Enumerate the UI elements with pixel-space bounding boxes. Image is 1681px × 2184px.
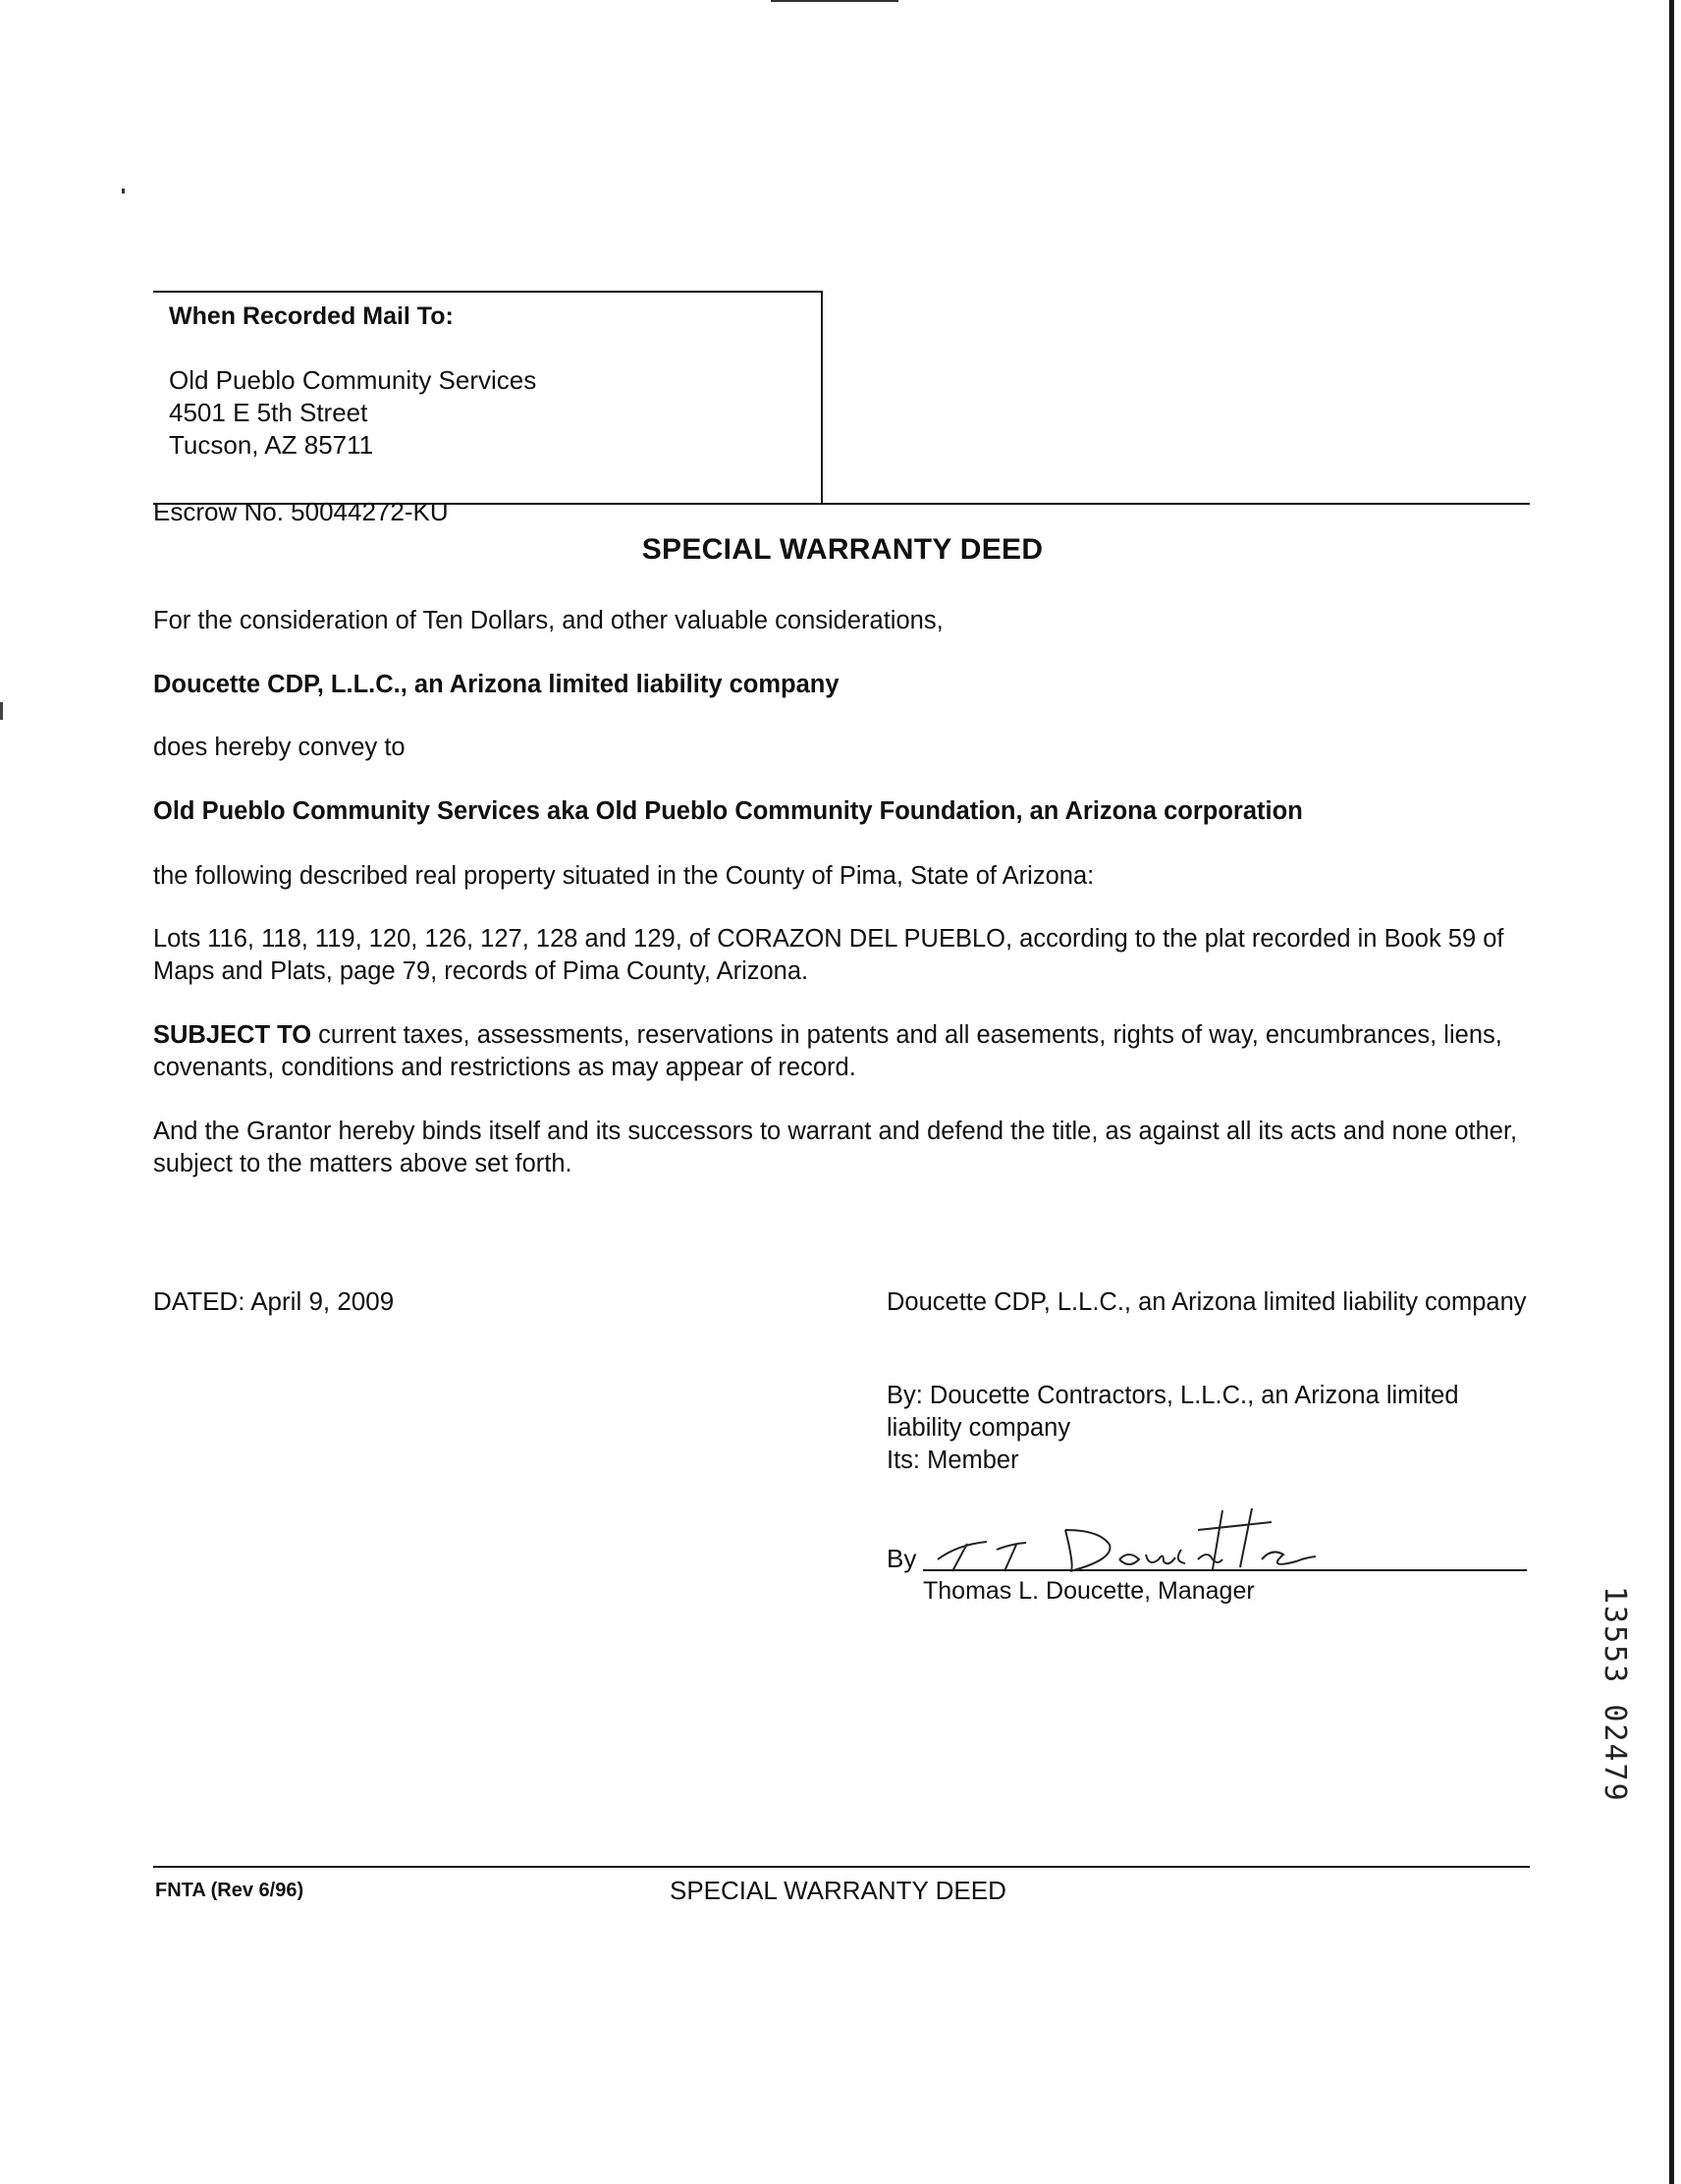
recording-street: 4501 E 5th Street — [169, 398, 368, 427]
convey-paragraph: does hereby convey to — [153, 734, 406, 761]
signatory-company: Doucette CDP, L.L.C., an Arizona limited liability company — [887, 1288, 1527, 1316]
grantor-name: Doucette CDP, L.L.C., an Arizona limited liability company — [153, 671, 840, 698]
footer-rule — [153, 1866, 1530, 1868]
dated-line: DATED: April 9, 2009 — [153, 1286, 395, 1316]
scan-right-edge — [1669, 0, 1674, 2184]
form-number: FNTA (Rev 6/96) — [155, 1880, 304, 1901]
escrow-number: Escrow No. 50044272-KU — [153, 497, 449, 526]
recording-address-box — [153, 291, 823, 505]
document-title-text: SPECIAL WARRANTY DEED — [641, 533, 1044, 566]
consideration-paragraph: For the consideration of Ten Dollars, and other valuable considerations, — [153, 607, 944, 634]
signatory-by: By: Doucette Contractors, L.L.C., an Arizona limited liability company — [887, 1382, 1459, 1442]
scan-speck — [122, 189, 125, 193]
handwritten-signature — [928, 1501, 1340, 1579]
recording-addressee: Old Pueblo Community Services — [169, 365, 537, 395]
signature-by-label: By — [887, 1544, 917, 1573]
scan-artifact-line — [771, 0, 898, 2]
recording-title: When Recorded Mail To: — [169, 302, 454, 330]
recording-stamp-text: 13553 02479 — [1598, 1586, 1632, 1803]
scan-margin-mark — [0, 702, 3, 720]
subject-to-paragraph — [153, 1019, 1528, 1084]
footer-title: SPECIAL WARRANTY DEED — [670, 1876, 1006, 1905]
warranty-paragraph: And the Grantor hereby binds itself and its successors to warrant and defend the title, as against all its acts and none other, subject to the matters above set forth. — [153, 1118, 1518, 1177]
situated-paragraph: the following described real property situated in the County of Pima, State of Arizona: — [153, 862, 1095, 890]
recording-city: Tucson, AZ 85711 — [169, 430, 374, 460]
grantee-name: Old Pueblo Community Services aka Old Pueblo Community Foundation, an Arizona corporation — [153, 797, 1303, 825]
legal-description: Lots 116, 118, 119, 120, 126, 127, 128 and 129, of CORAZON DEL PUEBLO, according to the plat recorded in Book 59 of Maps and Plats, page 79, records of Pima County, Arizona. — [153, 925, 1504, 985]
document-title — [0, 533, 1681, 567]
subject-to-label: SUBJECT TO — [153, 1021, 312, 1049]
signatory-its: Its: Member — [887, 1447, 1019, 1474]
signer-name: Thomas L. Doucette, Manager — [923, 1577, 1255, 1605]
recording-stamp — [1600, 1586, 1640, 1851]
subject-to-text: current taxes, assessments, reservations in patents and all easements, rights of way, encumbrances, liens, covenants, conditions and restrictions as may appear of record. — [153, 1021, 1502, 1081]
